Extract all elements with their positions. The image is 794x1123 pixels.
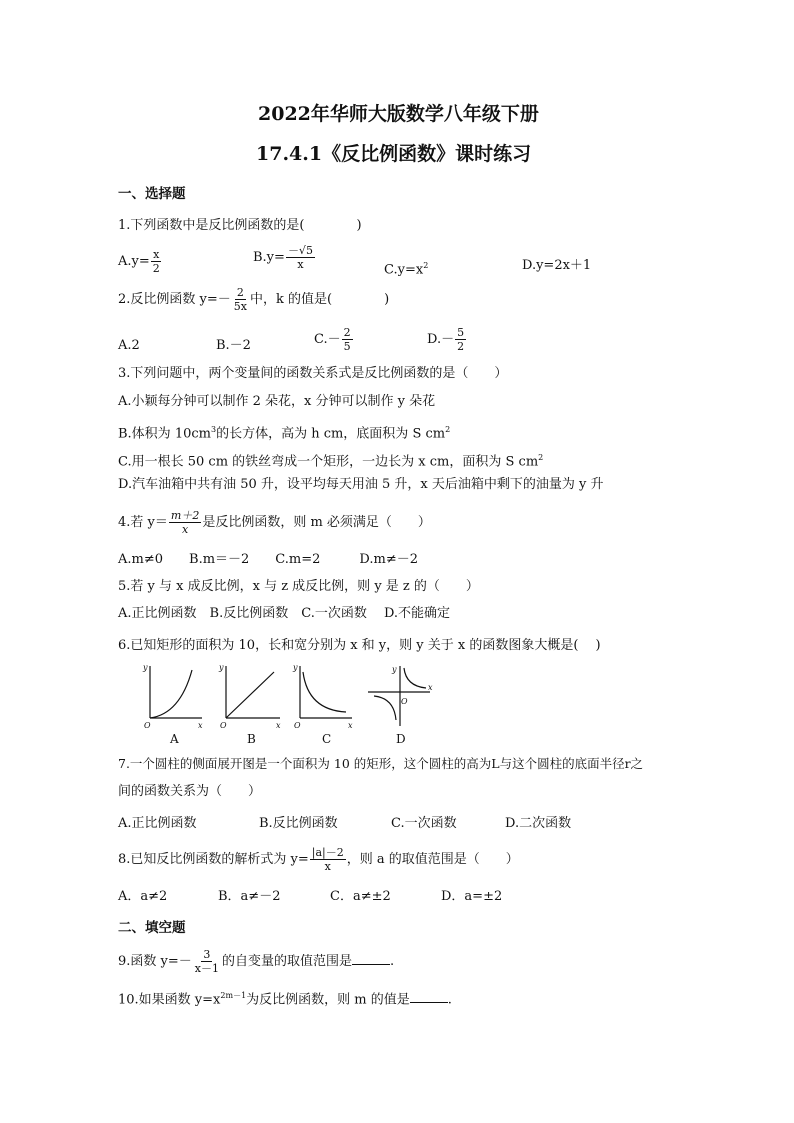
answer-blank[interactable] [352,953,390,965]
question-7-stem-line1: 7.一个圆柱的侧面展开图是一个面积为 10 的矩形，这个圆柱的高为L与这个圆柱的底面半径r之 [118,756,644,771]
question-3-option-d: D.汽车油箱中共有油 50 升，设平均每天用油 5 升，x 天后油箱中剩下的油量为 y 升 [118,477,604,492]
section-heading-fill: 二、填空题 [118,920,186,936]
question-8-option-c: C．a≠±2 [330,889,391,904]
svg-text:x: x [198,721,203,730]
question-10-stem: 10.如果函数 $y=x^{2m-1}$为反比例函数，则 m 的值是 . [118,991,452,1008]
graph-c [300,666,352,718]
svg-text:y: y [392,665,397,674]
question-4-stem: 4.若 y＝ $\frac{m+2}{x}$ 是反比例函数，则 m 必须满足（ ） [118,509,431,536]
svg-text:O: O [220,721,227,730]
question-2-option-d: D.－ $\frac{5}{2}$ [427,326,465,353]
graph-d [368,666,430,726]
question-1-option-a: A.y= $\frac{x}{2}$ [118,248,160,275]
svg-text:x: x [428,683,433,692]
question-8-option-b: B．a≠－2 [218,889,281,904]
question-1-option-c: $C.y=x^2$ [384,261,429,278]
question-7-option-d: D.二次函数 [505,816,572,831]
page-title: 2022年华师大版数学八年级下册 [258,103,539,125]
question-6-graphs [140,660,460,750]
question-3-option-a: A.小颖每分钟可以制作 2 朵花，x 分钟可以制作 y 朵花 [118,394,436,409]
question-5-options: A.正比例函数 B.反比例函数 C.一次函数 D.不能确定 [118,606,451,621]
question-8-option-a: A．a≠2 [118,889,168,904]
svg-text:O: O [144,721,151,730]
question-2-option-a: A.2 [118,338,140,353]
graph-label-a: A [170,732,179,746]
svg-text:y: y [293,663,298,672]
question-4-options: A.m≠0 B.m＝－2 C.m=2 D.m≠－2 [118,552,418,567]
question-1-option-d: D.y=2x＋1 [522,258,592,273]
question-2-stem: 2.反比例函数 y=－ $\frac{2}{5x}$ 中，k 的值是( ) [118,286,390,313]
svg-text:x: x [276,721,281,730]
svg-text:y: y [143,663,148,672]
svg-text:O: O [401,697,408,706]
question-1-stem: 1.下列函数中是反比例函数的是( ) [118,218,362,233]
question-7-option-a: A.正比例函数 [118,816,197,831]
svg-text:y: y [219,663,224,672]
question-1-option-b: B.y= $\frac{-√5}{x}$ [253,244,313,271]
question-8-stem: 8.已知反比例函数的解析式为 y= $\frac{|a|-2}{x}$ ，则 a 的取值范围是（ ） [118,846,519,873]
question-2-option-c: C.－ $\frac{2}{5}$ [314,326,351,353]
graph-label-b: B [247,732,256,746]
page-subtitle: 17.4.1《反比例函数》课时练习 [256,143,532,165]
question-9-stem: 9.函数 y=－ $\frac{3}{x-1}$ 的自变量的取值范围是 . [118,948,395,975]
question-2-option-b: B.－2 [216,338,251,353]
question-3-option-c: C.用一根长 50 cm 的铁丝弯成一个矩形，一边长为 x cm，面积为 S $cm^2$ [118,453,544,470]
question-7-option-c: C.一次函数 [391,816,457,831]
question-8-option-d: D．a=±2 [441,889,503,904]
svg-text:x: x [348,721,353,730]
question-5-stem: 5.若 y 与 x 成反比例，x 与 z 成反比例，则 y 是 z 的（ ） [118,579,479,594]
question-3-stem: 3.下列问题中，两个变量间的函数关系式是反比例函数的是（ ） [118,366,508,381]
svg-text:O: O [294,721,301,730]
question-6-stem: 6.已知矩形的面积为 10，长和宽分别为 x 和 y，则 y 关于 x 的函数图象大概是( ) [118,638,601,653]
graph-a [150,666,202,718]
question-7-option-b: B.反比例函数 [259,816,338,831]
section-heading-choice: 一、选择题 [118,186,186,202]
question-7-stem-line2: 间的函数关系为（ ） [118,784,262,799]
question-3-option-b: B.体积为 $10cm^3$的长方体，高为 h cm，底面积为 S $cm^2$ [118,425,451,442]
graph-label-c: C [322,732,332,746]
graph-label-d: D [396,732,406,746]
answer-blank[interactable] [410,991,448,1003]
graph-b [226,666,280,718]
